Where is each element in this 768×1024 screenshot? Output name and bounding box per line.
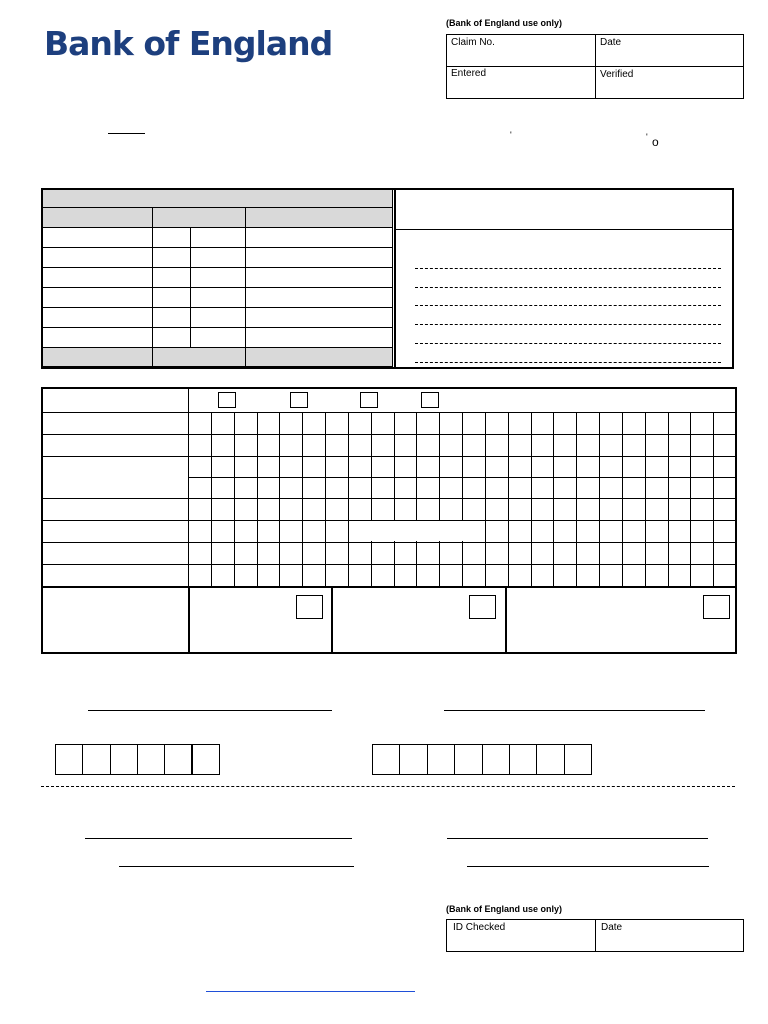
office-use-heading-bottom: (Bank of England use only) [446,904,563,914]
grid-divider [234,412,235,586]
grid-divider [531,412,532,586]
table-cell[interactable] [191,308,246,328]
dotted-line [415,268,721,269]
grid-divider [645,412,646,586]
short-rule [108,133,145,134]
cut-line [41,786,735,787]
option-checkbox[interactable] [290,392,308,408]
table-cell[interactable] [153,248,191,268]
table-cell[interactable] [191,268,246,288]
circle-mark: o [652,135,659,149]
grid-divider [302,412,303,586]
option-checkbox[interactable] [360,392,378,408]
grid-divider [416,412,417,586]
tick-mark: ' [646,132,648,142]
digit-box[interactable] [564,744,592,775]
dotted-line [415,343,721,344]
digit-box[interactable] [536,744,564,775]
grid-divider [462,412,463,586]
table-cell[interactable] [43,248,153,268]
grid-divider [325,412,326,586]
grid-divider [622,412,623,586]
digit-box[interactable] [482,744,510,775]
dotted-line [415,362,721,363]
entry-line[interactable] [447,838,708,839]
date-label-bottom: Date [601,922,623,933]
table-cell[interactable] [191,248,246,268]
dotted-line [415,324,721,325]
id-checked-label: ID Checked [453,922,506,933]
table-cell[interactable] [246,328,393,348]
compartment-checkbox[interactable] [703,595,730,619]
compartment-checkbox[interactable] [296,595,323,619]
grid-divider [713,412,714,586]
digit-box[interactable] [137,744,165,775]
table-cell[interactable] [246,288,393,308]
table-cell[interactable] [153,268,191,288]
claim-no-label: Claim No. [451,37,495,48]
grid-divider [690,412,691,586]
table-cell[interactable] [246,248,393,268]
bank-of-england-logo: Bank of England [44,24,333,63]
table-cell[interactable] [246,308,393,328]
grid-divider [257,412,258,586]
digit-box[interactable] [509,744,537,775]
grid-divider [485,412,486,586]
table-cell[interactable] [191,288,246,308]
table-cell[interactable] [246,228,393,248]
table-cell[interactable] [153,228,191,248]
digit-box[interactable] [427,744,455,775]
entry-line[interactable] [119,866,354,867]
table-cell[interactable] [153,308,191,328]
digit-box[interactable] [454,744,482,775]
tick-mark: ' [510,130,512,140]
entry-line[interactable] [85,838,352,839]
grid-divider [394,412,395,586]
digit-box[interactable] [372,744,400,775]
table-cell[interactable] [153,328,191,348]
grid-divider [279,412,280,586]
merged-cell[interactable] [369,521,482,541]
dotted-line [415,305,721,306]
entered-label: Entered [451,68,487,79]
grid-divider [371,412,372,586]
table-cell[interactable] [43,308,153,328]
date-label: Date [600,37,622,48]
grid-divider [348,412,349,586]
compartment-checkbox[interactable] [469,595,496,619]
table-cell[interactable] [43,228,153,248]
table-cell[interactable] [246,268,393,288]
table-cell[interactable] [43,288,153,308]
digit-box[interactable] [192,744,220,775]
table-cell[interactable] [43,328,153,348]
signature-line[interactable] [444,710,705,711]
digit-box[interactable] [55,744,83,775]
table-cell[interactable] [43,268,153,288]
grid-divider [599,412,600,586]
digit-box[interactable] [82,744,110,775]
grid-divider [508,412,509,586]
office-use-box-bottom [446,919,744,952]
grid-divider [553,412,554,586]
entry-line[interactable] [467,866,709,867]
option-checkbox[interactable] [421,392,439,408]
table-cell[interactable] [191,228,246,248]
table-cell[interactable] [153,288,191,308]
grid-divider [211,412,212,586]
signature-line[interactable] [88,710,332,711]
digit-box[interactable] [110,744,138,775]
digit-box[interactable] [399,744,427,775]
office-use-heading-top: (Bank of England use only) [446,18,563,28]
grid-divider [439,412,440,586]
verified-label: Verified [600,69,634,80]
grid-divider [668,412,669,586]
table-cell[interactable] [191,328,246,348]
web-link[interactable] [206,991,415,992]
digit-box[interactable] [164,744,192,775]
dotted-line [415,287,721,288]
grid-divider [576,412,577,586]
denomination-table [42,189,393,367]
office-use-box-top [446,34,744,99]
option-checkbox[interactable] [218,392,236,408]
